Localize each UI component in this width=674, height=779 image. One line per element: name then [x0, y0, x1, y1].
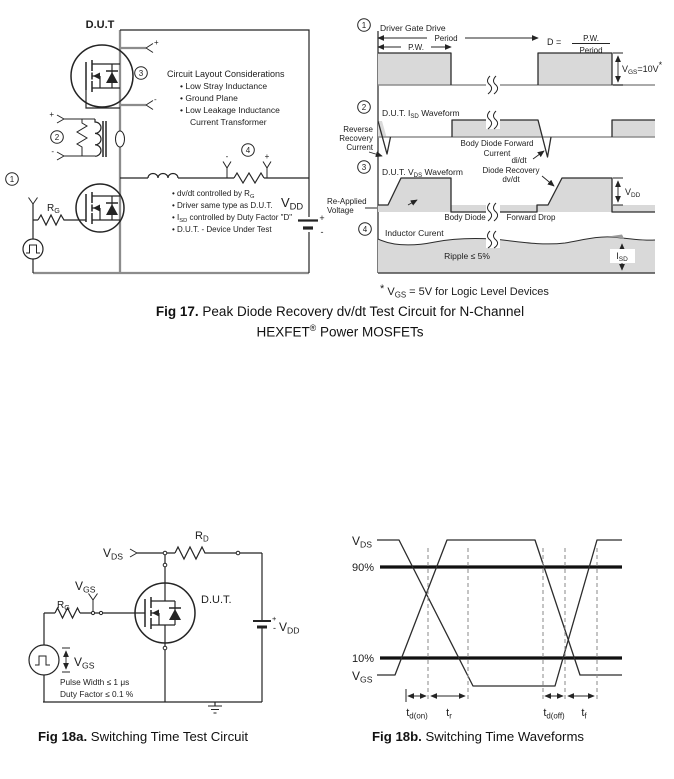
marker-1: 1: [9, 175, 15, 184]
reverse-recovery-label: Reverse: [343, 125, 373, 134]
battery-minus-sign: -: [320, 227, 324, 237]
vdd-label: $V_{DD}$: [279, 620, 300, 636]
reverse-recovery-label: Current: [346, 143, 373, 152]
layout-bullet: Current Transformer: [190, 117, 267, 127]
dut-mosfet-symbol: [71, 45, 133, 108]
waveform-isd: [339, 101, 655, 165]
tf-label: $t_f$: [581, 707, 587, 721]
reapplied-voltage-label: Re-Applied: [327, 197, 367, 206]
isd-measure-label: $I_{SD}$: [616, 251, 628, 264]
vds-label: $V_{DS}$: [103, 546, 123, 562]
fig17-waveform-diagram: [325, 5, 674, 305]
battery-plus-sign: +: [272, 614, 277, 623]
rd-label: $R_D$: [195, 530, 209, 544]
layout-bullet: • Low Stray Inductance: [180, 81, 268, 91]
isd-title: D.U.T. $I_{SD}$ Waveform: [382, 108, 460, 121]
note-line: • D.U.T. - Device Under Test: [172, 225, 272, 234]
pulse-source-icon: [26, 245, 40, 253]
fig18b-caption-text: Switching Time Waveforms: [421, 729, 585, 744]
layout-bullet: • Low Leakage Inductance: [180, 105, 280, 115]
p90-label: 90%: [352, 562, 375, 574]
body-diode-current-label: Current: [483, 149, 511, 158]
gate-drive-title: Driver Gate Drive: [380, 23, 446, 33]
marker-3: 3: [138, 69, 144, 78]
vgs-label: $V_{GS}$: [75, 579, 96, 595]
ground-symbol: [208, 702, 222, 713]
rd-resistor: [175, 547, 217, 559]
fig18a-caption: [38, 728, 248, 745]
fig17-test-circuit-schematic: [0, 0, 335, 300]
vds-trace: [377, 540, 622, 686]
vgs-label: $V_{GS}$: [352, 669, 373, 685]
rg-label: $R_G$: [47, 203, 60, 216]
note-line: • $I_{SD}$ controlled by Duty Factor "D": [172, 213, 293, 225]
body-diode-drop-label: Body Diode: [444, 213, 486, 222]
vdd-battery: [253, 614, 299, 636]
vgs-trace: [377, 540, 622, 675]
note-line: • Driver same type as D.U.T.: [172, 201, 273, 210]
dut-label: D.U.T: [85, 19, 115, 31]
fig18a-caption-number: Fig 18a.: [38, 729, 88, 744]
vds-label: $V_{DS}$: [352, 534, 372, 550]
layout-bullet: • Ground Plane: [180, 93, 238, 103]
duty-eq-den: Period: [579, 46, 603, 55]
waveform-vds: [327, 161, 655, 222]
dut-probe-minus: [146, 95, 157, 110]
pulse-width-note: Pulse Width ≤ 1 μs: [60, 677, 130, 687]
footnote: * $V_{GS} = 5V$ for Logic Level Devices: [380, 283, 549, 300]
vdd-measure-label: $V_{DD}$: [625, 187, 641, 200]
diode-recovery-label: dv/dt: [502, 175, 520, 184]
body-diode-drop-label: Forward Drop: [506, 213, 556, 222]
probe-minus-sign: -: [154, 95, 157, 104]
fig17-caption-number: Fig 17.: [155, 304, 199, 319]
vdd-label: $V_{DD}$: [281, 195, 304, 212]
vds-title: D.U.T. $V_{DS}$ Waveform: [382, 167, 463, 180]
inductor: [148, 174, 178, 179]
xfmr-probe-plus: +: [49, 110, 54, 119]
reapplied-voltage-label: Voltage: [327, 206, 354, 215]
note-line: • dv/dt controlled by $R_G$: [172, 189, 255, 201]
marker-4: 4: [245, 146, 251, 155]
fig18a-caption-text: Switching Time Test Circuit: [87, 729, 249, 744]
duty-factor-note: Duty Factor ≤ 0.1 %: [60, 689, 134, 699]
pulse-source-icon: [35, 656, 50, 665]
fig17-caption-line2-post: Power MOSFETs: [316, 324, 424, 340]
td-off-label: $t_{d(off)}$: [543, 707, 565, 721]
resistor: [234, 173, 264, 183]
duty-eq-num: P.W.: [583, 34, 599, 43]
dut-probe-plus: [146, 38, 159, 53]
body-diode-current-label: Body Diode Forward: [460, 139, 534, 148]
load-probe-minus: -: [225, 152, 229, 161]
marker-2: 2: [54, 133, 60, 142]
fig17-caption-text: Peak Diode Recovery dv/dt Test Circuit for N-Channel: [198, 304, 525, 319]
didt-label: di/dt: [511, 156, 527, 165]
layout-title: Circuit Layout Considerations: [167, 69, 285, 79]
duty-eq-lhs: D =: [547, 37, 562, 47]
p10-label: 10%: [352, 653, 375, 665]
fig17-caption-line2: HEXFET: [256, 324, 310, 340]
td-on-label: $t_{d(on)}$: [406, 707, 428, 721]
pulse-generator: [29, 645, 95, 675]
driver-mosfet-symbol: [76, 184, 124, 232]
dut-label: D.U.T.: [201, 594, 232, 606]
diode-recovery-label: Diode Recovery: [482, 166, 540, 175]
registered-mark: ®: [309, 323, 317, 333]
wf-marker-2: 2: [361, 103, 367, 112]
circuit-notes-block: [172, 189, 292, 234]
rg-label: $R_G$: [57, 600, 70, 613]
layout-considerations-block: [167, 69, 285, 127]
wf-marker-1: 1: [361, 21, 367, 30]
ripple-label: Ripple ≤ 5%: [444, 251, 490, 261]
fig18b-waveform-diagram: [350, 518, 674, 730]
pw-label: P.W.: [408, 43, 424, 52]
battery-plus-sign: +: [319, 213, 325, 223]
xfmr-probe-minus: -: [51, 147, 54, 156]
probe-plus-sign: +: [154, 38, 159, 47]
fig18b-caption: [372, 728, 584, 745]
traces: [377, 540, 622, 686]
fig18a-circuit-schematic: [25, 515, 325, 727]
vgs-10v-label: $V_{GS}=10V*$: [622, 60, 663, 77]
period-label: Period: [434, 34, 458, 43]
vds-probe: [130, 549, 137, 557]
one-turn-secondary: [116, 131, 125, 147]
waveform-inductor-current: [359, 223, 655, 273]
load-probe-plus: +: [264, 152, 270, 161]
tr-label: $t_r$: [446, 707, 452, 721]
battery-minus-sign: -: [273, 623, 276, 633]
reverse-recovery-label: Recovery: [339, 134, 373, 143]
current-transformer-group: [49, 110, 124, 160]
fig17-caption: [60, 303, 620, 341]
load-probe-group: [223, 144, 271, 178]
waveform-gate-drive: [358, 19, 663, 94]
vgs-amplitude-label: $V_{GS}$: [74, 655, 95, 671]
fig18b-caption-number: Fig 18b.: [372, 729, 422, 744]
wf-marker-4: 4: [362, 225, 368, 234]
vgs-probe: [89, 594, 98, 614]
wf-marker-3: 3: [361, 163, 367, 172]
inductor-current-title: Inductor Curent: [385, 228, 444, 238]
